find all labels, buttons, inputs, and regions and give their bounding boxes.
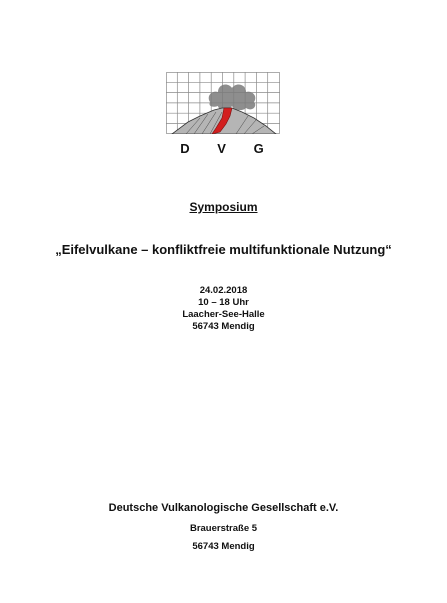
logo-text: D V G [180, 141, 276, 156]
event-venue: Laacher-See-Halle [182, 309, 265, 320]
event-time: 10 – 18 Uhr [198, 297, 249, 308]
event-details [0, 285, 447, 333]
organizer-address [0, 520, 447, 556]
smoke-cloud [209, 85, 256, 111]
event-title: „Eifelvulkane – konfliktfreie multifunktionale Nutzung“ [55, 242, 392, 257]
dvg-logo [166, 72, 280, 134]
organizer-street: Brauerstraße 5 [189, 523, 258, 534]
organizer-city: 56743 Mendig [192, 541, 255, 552]
organizer-name: Deutsche Vulkanologische Gesellschaft e.V. [108, 502, 339, 514]
event-city: 56743 Mendig [192, 321, 255, 332]
event-date: 24.02.2018 [199, 285, 248, 296]
symposium-label: Symposium [189, 200, 258, 214]
